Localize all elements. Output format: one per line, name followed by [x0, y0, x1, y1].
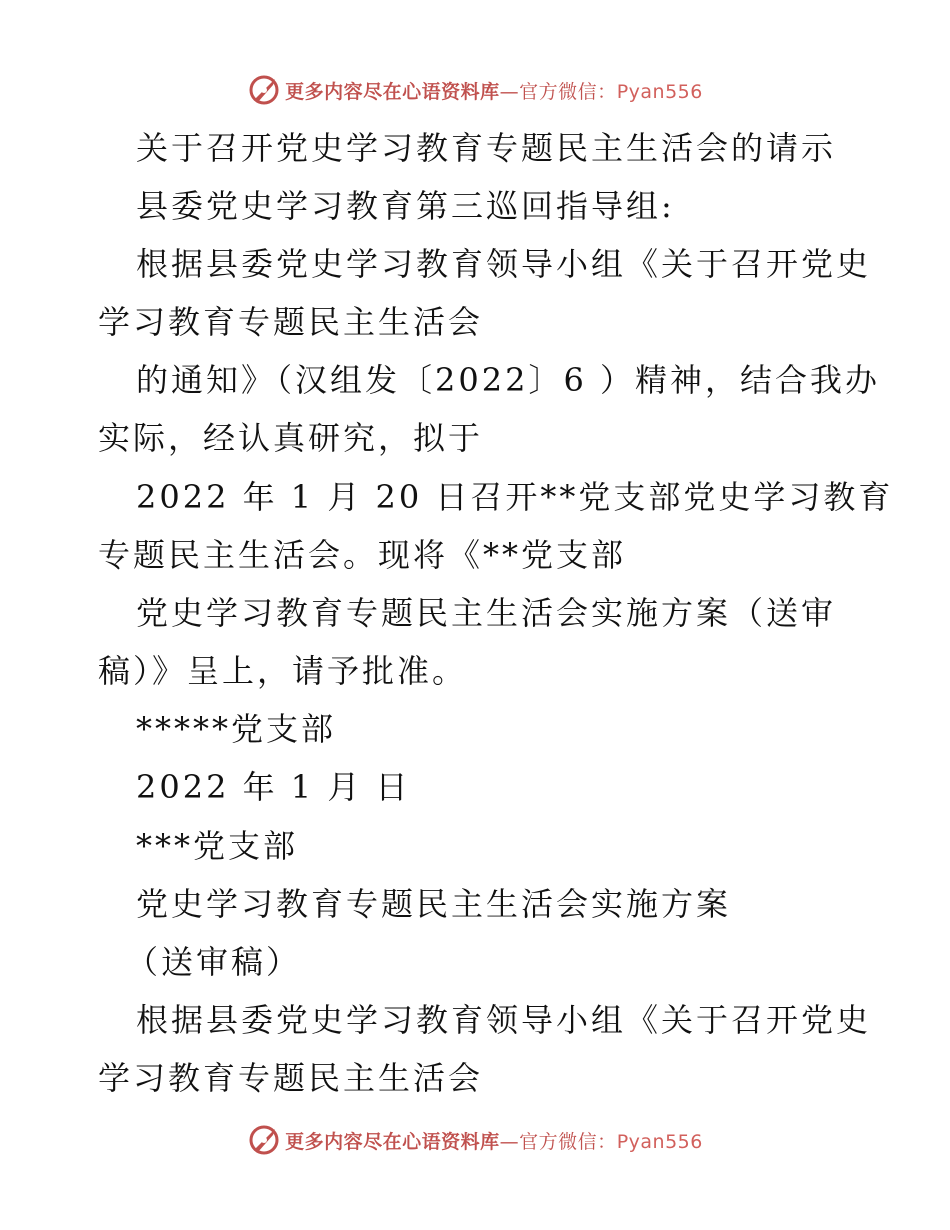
- paragraph-line: 学习教育专题民主生活会: [98, 303, 484, 341]
- watermark-sub: 官方微信：: [519, 1130, 617, 1153]
- paragraph-line: 实际，经认真研究，拟于: [98, 419, 484, 457]
- paragraph-line: 稿）》呈上，请予批准。: [98, 652, 468, 690]
- watermark-sub: 官方微信：: [519, 80, 617, 103]
- footer-watermark: [0, 1120, 950, 1160]
- paragraph-line: 2022 年 1 月 20 日召开**党支部党史学习教育: [136, 478, 894, 516]
- header-watermark: [0, 70, 950, 110]
- paragraph-line: 根据县委党史学习教育领导小组《关于召开党史: [136, 245, 872, 283]
- watermark-id: Pyan556: [616, 1130, 703, 1153]
- paragraph-line: 专题民主生活会。现将《**党支部: [98, 536, 627, 574]
- signature-date: 2022 年 1 月 日: [136, 768, 411, 806]
- section-subtitle: （送审稿）: [126, 943, 302, 981]
- watermark-main: 更多内容尽在心语资料库: [285, 1130, 500, 1153]
- pen-logo-icon: [247, 73, 281, 107]
- addressee: 县委党史学习教育第三巡回指导组:: [136, 187, 675, 225]
- watermark-text: [285, 1127, 703, 1154]
- watermark-text: [285, 77, 703, 104]
- section-title: 党史学习教育专题民主生活会实施方案: [136, 885, 732, 923]
- paragraph-line: 学习教育专题民主生活会: [98, 1059, 484, 1097]
- paragraph-line: 的通知》（汉组发〔2022〕6 ）精神，结合我办: [136, 361, 880, 399]
- watermark-id: Pyan556: [616, 80, 703, 103]
- document-title: 关于召开党史学习教育专题民主生活会的请示: [136, 129, 837, 167]
- watermark-main: 更多内容尽在心语资料库: [285, 80, 500, 103]
- watermark-dash: —: [499, 80, 520, 103]
- section-org: ***党支部: [136, 827, 299, 865]
- paragraph-line: 党史学习教育专题民主生活会实施方案（送审: [136, 594, 837, 632]
- signature-org: *****党支部: [136, 710, 337, 748]
- paragraph-line: 根据县委党史学习教育领导小组《关于召开党史: [136, 1001, 872, 1039]
- watermark-dash: —: [499, 1130, 520, 1153]
- pen-logo-icon: [247, 1123, 281, 1157]
